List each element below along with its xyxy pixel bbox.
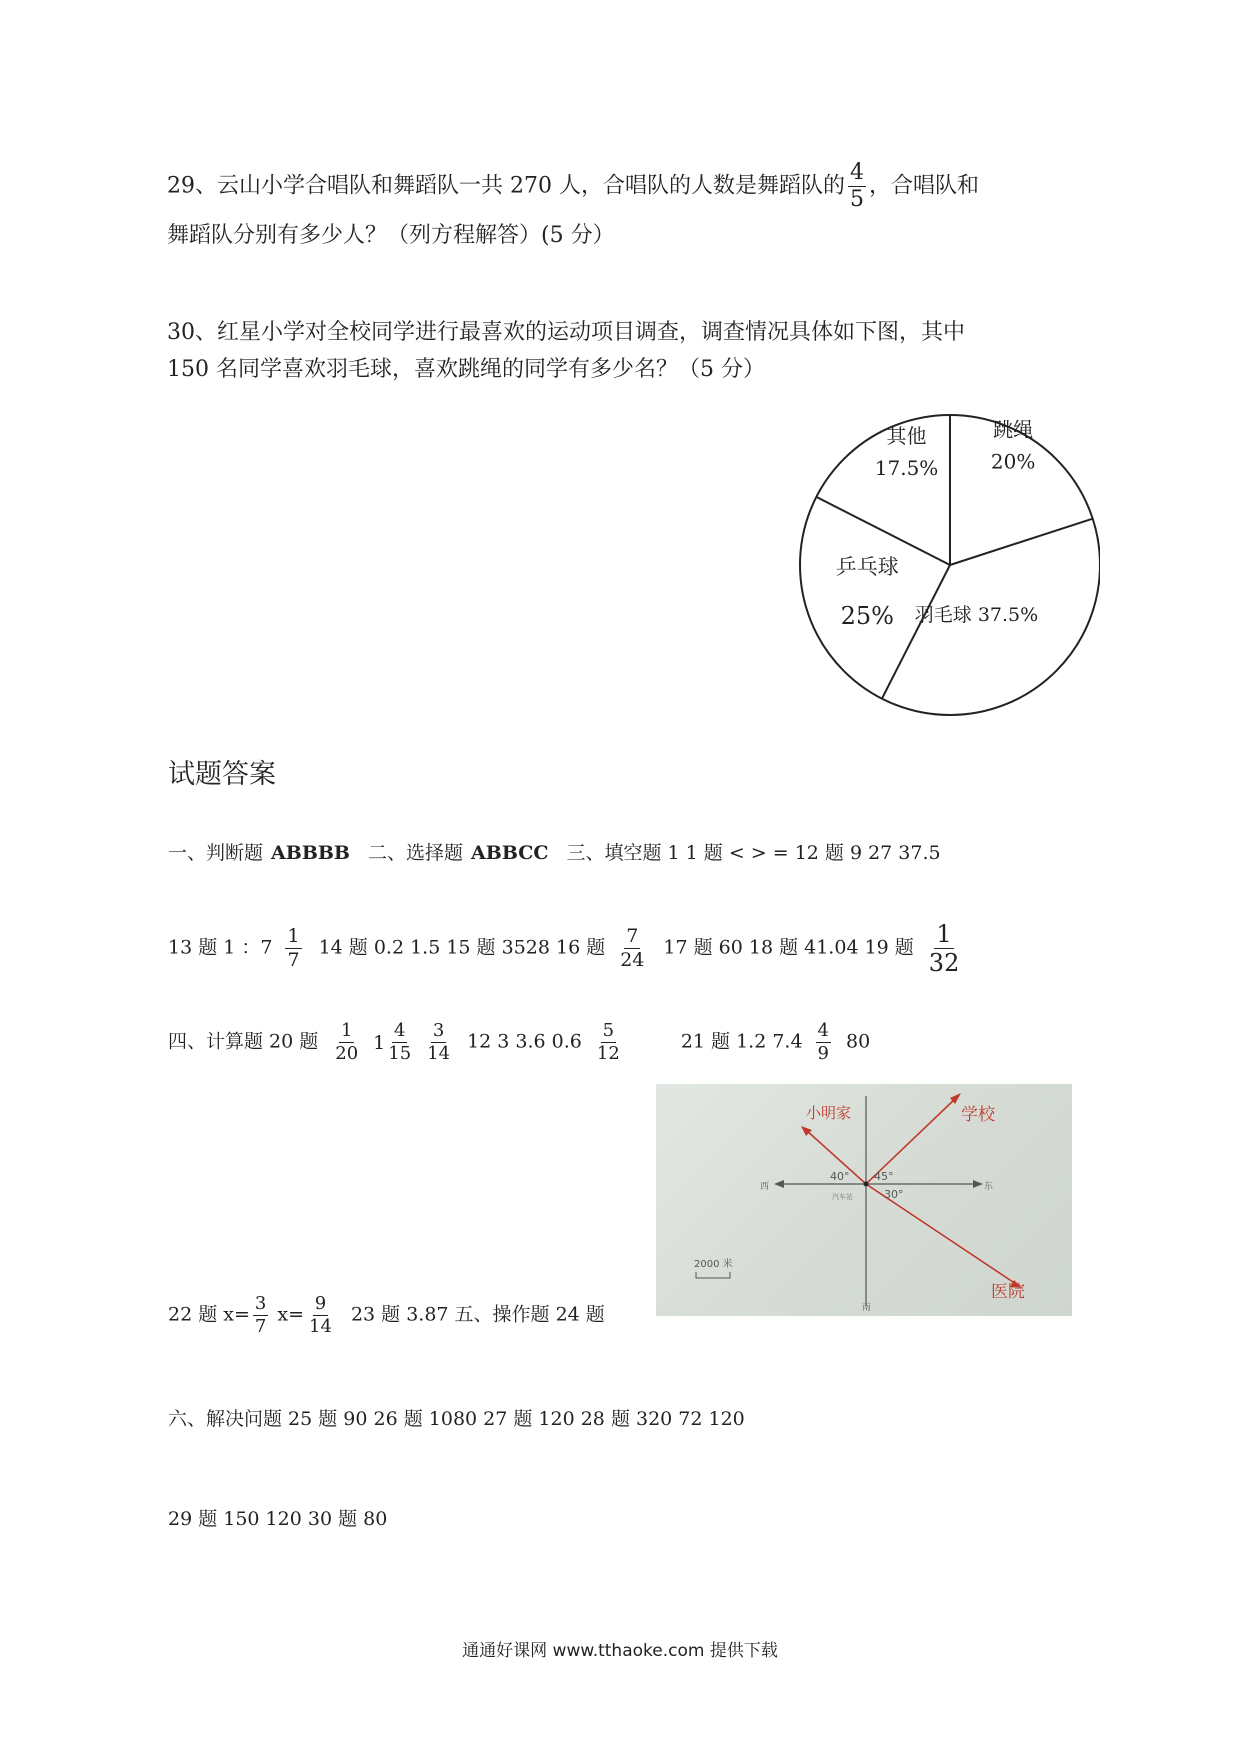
q29-frac-num: 4 (849, 160, 864, 185)
frac-den: 12 (596, 1043, 620, 1064)
q29-line1 (167, 162, 979, 211)
pie-label-0: 跳绳 (993, 417, 1034, 442)
q29-text-b: ，合唱队和 (868, 173, 979, 199)
q29-line2: 舞蹈队分别有多少人？（列方程解答）(5 分） (167, 223, 615, 248)
frac-den: 14 (427, 1043, 451, 1064)
q13-answer: 13 题 1 ：7 (168, 936, 273, 959)
answers-heading: 试题答案 (168, 759, 276, 790)
q20-fraction-1 (333, 1022, 360, 1063)
answers-row2 (168, 922, 964, 975)
q20-answers: 12 3 3.6 0.6 (467, 1030, 582, 1053)
q14-16-answers: 14 题 0.2 1.5 15 题 3528 16 题 (318, 936, 606, 959)
judge-answers: ABBBB (271, 842, 350, 864)
school-label: 学校 (961, 1105, 995, 1125)
q21-fraction (816, 1022, 831, 1063)
frac-den: 32 (928, 949, 960, 977)
frac-num: 1 (287, 925, 300, 947)
frac-den: 7 (287, 949, 300, 971)
frac-num: 7 (626, 925, 639, 947)
q20-fraction-2 (425, 1022, 452, 1063)
map-answer-photo (656, 1084, 1072, 1316)
angle-school-label: 45° (874, 1170, 894, 1183)
frac-num: 4 (393, 1020, 406, 1041)
west-arrow (774, 1180, 784, 1188)
q22-fraction-2 (307, 1295, 334, 1336)
frac-num: 9 (314, 1293, 327, 1314)
calc-label: 四、计算题 20 题 (168, 1030, 319, 1053)
frac-den: 15 (388, 1043, 412, 1064)
answers-row6: 29 题 150 120 30 题 80 (168, 1508, 388, 1530)
choice-answers: ABBCC (471, 842, 549, 864)
angle-hospital-label: 30° (884, 1188, 904, 1201)
q22-label: 22 题 x= (168, 1303, 250, 1326)
frac-num: 4 (817, 1020, 829, 1041)
center-label: 汽车站 (832, 1193, 853, 1201)
q21-answers: 21 题 1.2 7.4 (680, 1030, 803, 1053)
frac-den: 20 (335, 1043, 359, 1064)
frac-num: 5 (602, 1020, 615, 1041)
mixed-whole: 1 (373, 1031, 386, 1054)
q20-fraction-3 (595, 1022, 622, 1063)
fill-answers: 三、填空题 1 1 题 < > = 12 题 9 27 37.5 (566, 842, 941, 864)
pie-label-3: 其他 (886, 423, 927, 448)
hospital-label: 医院 (991, 1282, 1025, 1302)
pie-value-0: 20% (990, 449, 1036, 474)
scale-label: 2000 米 (694, 1259, 733, 1270)
center-point (864, 1182, 869, 1187)
q30-line1: 30、红星小学对全校同学进行最喜欢的运动项目调查，调查情况具体如下图，其中 (167, 320, 965, 345)
pie-label-2: 乒乓球 (835, 554, 899, 579)
frac-den: 9 (817, 1043, 829, 1064)
q29-text-a: 29、云山小学合唱队和舞蹈队一共 270 人，合唱队的人数是舞蹈队的 (167, 173, 845, 199)
q29-fraction (848, 162, 866, 211)
frac-num: 3 (432, 1020, 445, 1041)
choice-label: 二、选择题 (368, 842, 464, 864)
q22-x-label: x= (271, 1303, 305, 1326)
south-label: 南 (862, 1303, 872, 1313)
judge-label: 一、判断题 (168, 842, 264, 864)
frac-num: 3 (254, 1293, 267, 1314)
frac-den: 14 (309, 1316, 332, 1337)
answers-row3 (168, 1022, 870, 1063)
west-label: 西 (760, 1182, 770, 1192)
answers-row4 (168, 1295, 605, 1336)
pie-label-1: 羽毛球 37.5% (914, 604, 1039, 627)
frac-num: 1 (340, 1020, 353, 1041)
pie-value-2: 25% (840, 601, 894, 630)
sports-pie-chart (780, 400, 1100, 730)
angle-home-label: 40° (830, 1170, 850, 1183)
scale-bar (696, 1272, 730, 1278)
home-label: 小明家 (806, 1104, 852, 1122)
q22-fraction-1 (253, 1295, 268, 1336)
q23-24-answers: 23 题 3.87 五、操作题 24 题 (350, 1303, 605, 1326)
answers-row1 (168, 838, 941, 865)
q16-fraction (618, 927, 646, 970)
frac-den: 7 (254, 1316, 267, 1337)
pie-value-3: 17.5% (874, 455, 939, 480)
east-label: 东 (984, 1182, 994, 1192)
q19-fraction (927, 922, 962, 975)
q30-line2: 150 名同学喜欢羽毛球，喜欢跳绳的同学有多少名？（5 分） (167, 357, 765, 382)
frac-den: 24 (620, 949, 645, 971)
frac-num: 1 (936, 920, 952, 948)
q21-last: 80 (846, 1030, 871, 1053)
answers-row5: 六、解决问题 25 题 90 26 题 1080 27 题 120 28 题 320 72 120 (168, 1408, 745, 1430)
east-arrow (973, 1180, 983, 1188)
q17-19-answers: 17 题 60 18 题 41.04 19 题 (663, 936, 914, 959)
q29-frac-den: 5 (849, 187, 864, 212)
direction-map (656, 1084, 1072, 1316)
q13-fraction (285, 927, 301, 970)
q20-mixed-number (373, 1022, 416, 1063)
footer-text: 通通好课网 www.tthaoke.com 提供下载 (462, 1641, 778, 1661)
